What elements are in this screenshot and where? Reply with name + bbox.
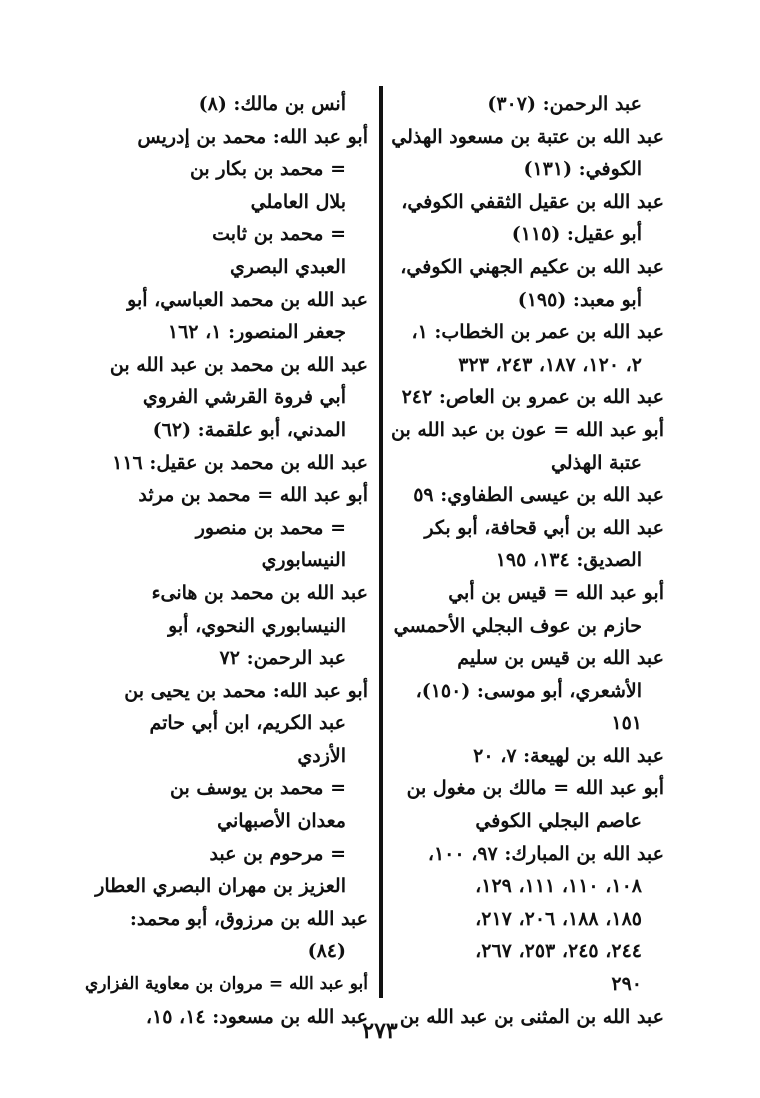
index-line: عبد الله بن عكيم الجهني الكوفي،	[400, 255, 664, 278]
index-line: عبد الله بن مسعود: ١٤، ١٥،	[145, 1005, 368, 1028]
index-line: عبد الله بن لهيعة: ٧، ٢٠	[473, 744, 664, 767]
index-line: أنس بن مالك: (٨)	[198, 93, 346, 115]
index-line: ١٠٨، ١١٠، ١١١، ١٢٩،	[475, 875, 642, 898]
index-line: = محمد بن منصور	[195, 516, 346, 539]
index-line: عبد الله بن المثنى بن عبد الله بن	[399, 1005, 664, 1028]
index-line: عبد الله بن محمد بن عقيل: ١١٦	[112, 451, 368, 474]
index-line: ١٥١	[611, 712, 642, 735]
index-line: عبد الله بن مرزوق، أبو محمد:	[129, 907, 368, 930]
page-number: ٢٧٣	[362, 1018, 398, 1044]
index-line: ٢٩٠	[611, 973, 642, 996]
index-line: أبو عبد الله = قيس بن أبي	[448, 581, 664, 604]
index-line: (٨٤)	[307, 940, 346, 963]
index-line: معدان الأصبهاني	[217, 810, 346, 833]
index-line: = محمد بن ثابت	[212, 223, 346, 246]
index-line: عبد الله بن عتبة بن مسعود الهذلي	[391, 125, 664, 148]
index-line: عبد الله بن أبي قحافة، أبو بكر	[424, 516, 664, 539]
index-line: بلال العاملي	[250, 190, 346, 213]
index-line: النيسابوري النحوي، أبو	[168, 614, 346, 637]
index-line: الأزدي	[297, 744, 346, 767]
index-line: عبد الله بن قيس بن سليم	[457, 647, 664, 670]
index-line: = مرحوم بن عبد	[209, 842, 346, 865]
index-line: عبد الله بن عيسى الطفاوي: ٥٩	[413, 484, 664, 507]
index-line: = محمد بن يوسف بن	[170, 777, 346, 800]
index-line: عبد الله بن محمد العباسي، أبو	[127, 288, 368, 311]
index-line: العزيز بن مهران البصري العطار	[95, 875, 346, 898]
index-line: النيسابوري	[261, 549, 346, 572]
right-column	[378, 88, 664, 1033]
index-line: عاصم البجلي الكوفي	[475, 810, 642, 833]
index-line: عبد الرحمن: (٣٠٧)	[487, 93, 642, 115]
index-line: عبد الكريم، ابن أبي حاتم	[149, 712, 346, 735]
index-line: أبو معبد: (١٩٥)	[517, 288, 642, 311]
index-line: جعفر المنصور: ١، ١٦٢	[167, 321, 346, 344]
column-divider	[379, 86, 383, 998]
index-line: عبد الله بن عمرو بن العاص: ٢٤٢	[401, 386, 664, 409]
index-line: الأشعري، أبو موسى: (١٥٠)،	[415, 679, 642, 702]
index-line: أبو عقيل: (١١٥)	[511, 223, 642, 246]
index-line: حازم بن عوف البجلي الأحمسي	[393, 614, 642, 637]
index-line: أبو عبد الله = مروان بن معاوية الفزاري	[85, 974, 368, 995]
index-line: أبو عبد الله: محمد بن إدريس	[137, 125, 368, 148]
index-line: عبد الله بن عمر بن الخطاب: ١،	[411, 321, 664, 344]
index-line: ٢٤٤، ٢٤٥، ٢٥٣، ٢٦٧،	[475, 940, 642, 963]
index-line: ٢، ١٢٠، ١٨٧، ٢٤٣، ٣٢٣	[458, 353, 642, 376]
index-line: عتبة الهذلي	[550, 451, 642, 474]
index-line: الكوفي: (١٣١)	[523, 158, 642, 181]
index-line: عبد الله بن المبارك: ٩٧، ١٠٠،	[427, 842, 664, 865]
index-line: = محمد بن بكار بن	[189, 158, 346, 181]
index-line: الصديق: ١٣٤، ١٩٥	[495, 549, 642, 572]
index-line: أبي فروة القرشي الفروي	[142, 386, 346, 409]
index-line: العبدي البصري	[229, 255, 346, 278]
index-line: المدني، أبو علقمة: (٦٢)	[152, 418, 346, 441]
left-column	[76, 88, 368, 1033]
index-line: أبو عبد الله = محمد بن مرثد	[138, 484, 368, 507]
index-line: عبد الله بن محمد بن عبد الله بن	[109, 353, 368, 376]
index-line: أبو عبد الله: محمد بن يحيى بن	[124, 679, 368, 702]
index-line: عبد الله بن عقيل الثقفي الكوفي،	[401, 190, 664, 213]
index-line: عبد الله بن محمد بن هانىء	[151, 581, 368, 604]
index-line: أبو عبد الله = عون بن عبد الله بن	[390, 418, 664, 441]
index-line: عبد الرحمن: ٧٢	[219, 647, 346, 670]
index-line: أبو عبد الله = مالك بن مغول بن	[406, 777, 664, 800]
index-line: ١٨٥، ١٨٨، ٢٠٦، ٢١٧،	[475, 907, 642, 930]
